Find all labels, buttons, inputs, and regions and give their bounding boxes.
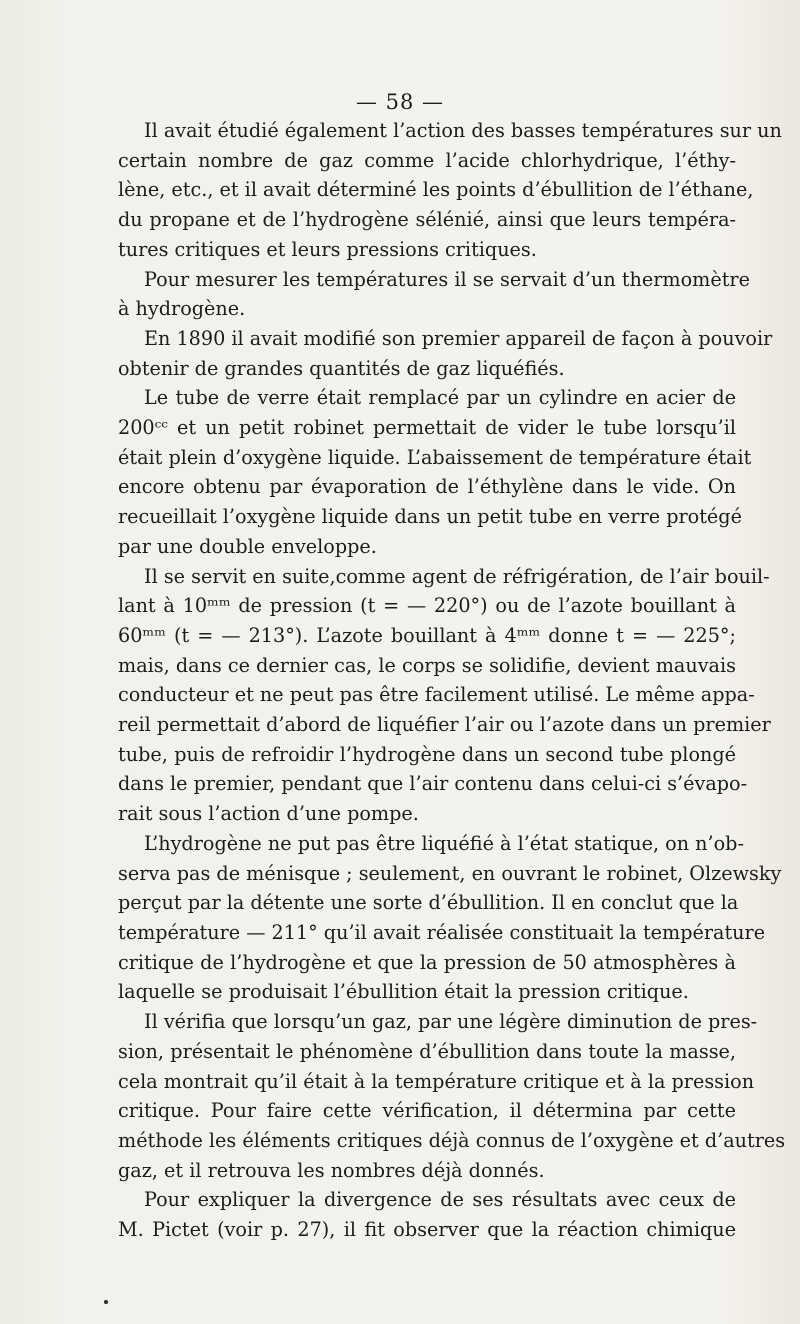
text-line: était plein d’oxygène liquide. L’abaissement de température était bbox=[118, 445, 752, 469]
text-line: conducteur et ne peut pas être facilement utilisé. Le même appa- bbox=[118, 683, 755, 707]
text-line: M. Pictet (voir p. 27), il fit observer que la réaction chimique bbox=[118, 1218, 736, 1242]
text-line: En 1890 il avait modifié son premier appareil de façon à pouvoir bbox=[144, 326, 773, 350]
text-line: Pour expliquer la divergence de ses résultats avec ceux de bbox=[144, 1188, 736, 1212]
text-line: recueillait l’oxygène liquide dans un petit tube en verre protégé bbox=[118, 505, 742, 529]
text-line: dans le premier, pendant que l’air contenu dans celui-ci s’évapo- bbox=[118, 772, 748, 796]
paragraph bbox=[118, 1185, 736, 1244]
text-line: 60ᵐᵐ (t = — 213°). L’azote bouillant à 4ᵐᵐ donne t = — 225°; bbox=[118, 623, 736, 647]
paragraph bbox=[118, 562, 771, 829]
paragraph bbox=[118, 116, 782, 265]
text-line: méthode les éléments critiques déjà connus de l’oxygène et d’autres bbox=[118, 1128, 786, 1152]
text-line: obtenir de grandes quantités de gaz liquéfiés. bbox=[118, 356, 565, 380]
print-speck bbox=[104, 1300, 108, 1304]
text-line: serva pas de ménisque ; seulement, en ouvrant le robinet, Olzewsky bbox=[118, 861, 782, 885]
text-line: laquelle se produisait l’ébullition était la pression critique. bbox=[118, 980, 689, 1004]
text-line: mais, dans ce dernier cas, le corps se solidifie, devient mauvais bbox=[118, 653, 736, 677]
paragraph bbox=[118, 324, 773, 383]
text-line: gaz, et il retrouva les nombres déjà donnés. bbox=[118, 1158, 545, 1182]
paragraph bbox=[118, 383, 752, 561]
body-text bbox=[118, 116, 786, 1245]
text-line: L’hydrogène ne put pas être liquéfié à l’état statique, on n’ob- bbox=[144, 831, 744, 855]
text-line: encore obtenu par évaporation de l’éthylène dans le vide. On bbox=[118, 475, 736, 499]
text-line: Il se servit en suite,comme agent de réfrigération, de l’air bouil- bbox=[144, 564, 770, 588]
text-line: sion, présentait le phénomène d’ébullition dans toute la masse, bbox=[118, 1039, 736, 1063]
text-line: perçut par la détente une sorte d’ébullition. Il en conclut que la bbox=[118, 891, 739, 915]
text-line: par une double enveloppe. bbox=[118, 534, 377, 558]
text-line: tures critiques et leurs pressions critiques. bbox=[118, 237, 537, 261]
text-line: à hydrogène. bbox=[118, 297, 246, 321]
text-line: certain nombre de gaz comme l’acide chlorhydrique, l’éthy- bbox=[118, 148, 736, 172]
text-line: du propane et de l’hydrogène sélénié, ainsi que leurs tempéra- bbox=[118, 208, 736, 232]
paragraph bbox=[118, 1007, 786, 1185]
text-line: critique de l’hydrogène et que la pression de 50 atmosphères à bbox=[118, 950, 736, 974]
text-line: critique. Pour faire cette vérification, il détermina par cette bbox=[118, 1099, 736, 1123]
text-line: Pour mesurer les températures il se servait d’un thermomètre bbox=[144, 267, 750, 291]
text-line: 200ᶜᶜ et un petit robinet permettait de vider le tube lorsqu’il bbox=[118, 416, 736, 440]
text-line: Le tube de verre était remplacé par un cylindre en acier de bbox=[144, 386, 736, 410]
text-line: reil permettait d’abord de liquéfier l’air ou l’azote dans un premier bbox=[118, 713, 771, 737]
text-line: Il vérifia que lorsqu’un gaz, par une légère diminution de pres- bbox=[144, 1010, 758, 1034]
page-number: — 58 — bbox=[355, 90, 445, 114]
text-line: rait sous l’action d’une pompe. bbox=[118, 802, 419, 826]
paragraph bbox=[118, 829, 782, 1007]
text-line: température — 211° qu’il avait réalisée constituait la température bbox=[118, 920, 766, 944]
text-line: lant à 10ᵐᵐ de pression (t = — 220°) ou de l’azote bouillant à bbox=[118, 594, 736, 618]
text-line: lène, etc., et il avait déterminé les points d’ébullition de l’éthane, bbox=[118, 178, 754, 202]
text-line: cela montrait qu’il était à la température critique et à la pression bbox=[118, 1069, 755, 1093]
text-line: Il avait étudié également l’action des basses températures sur un bbox=[144, 119, 782, 142]
paragraph bbox=[118, 265, 750, 324]
text-line: tube, puis de refroidir l’hydrogène dans un second tube plongé bbox=[118, 742, 736, 766]
